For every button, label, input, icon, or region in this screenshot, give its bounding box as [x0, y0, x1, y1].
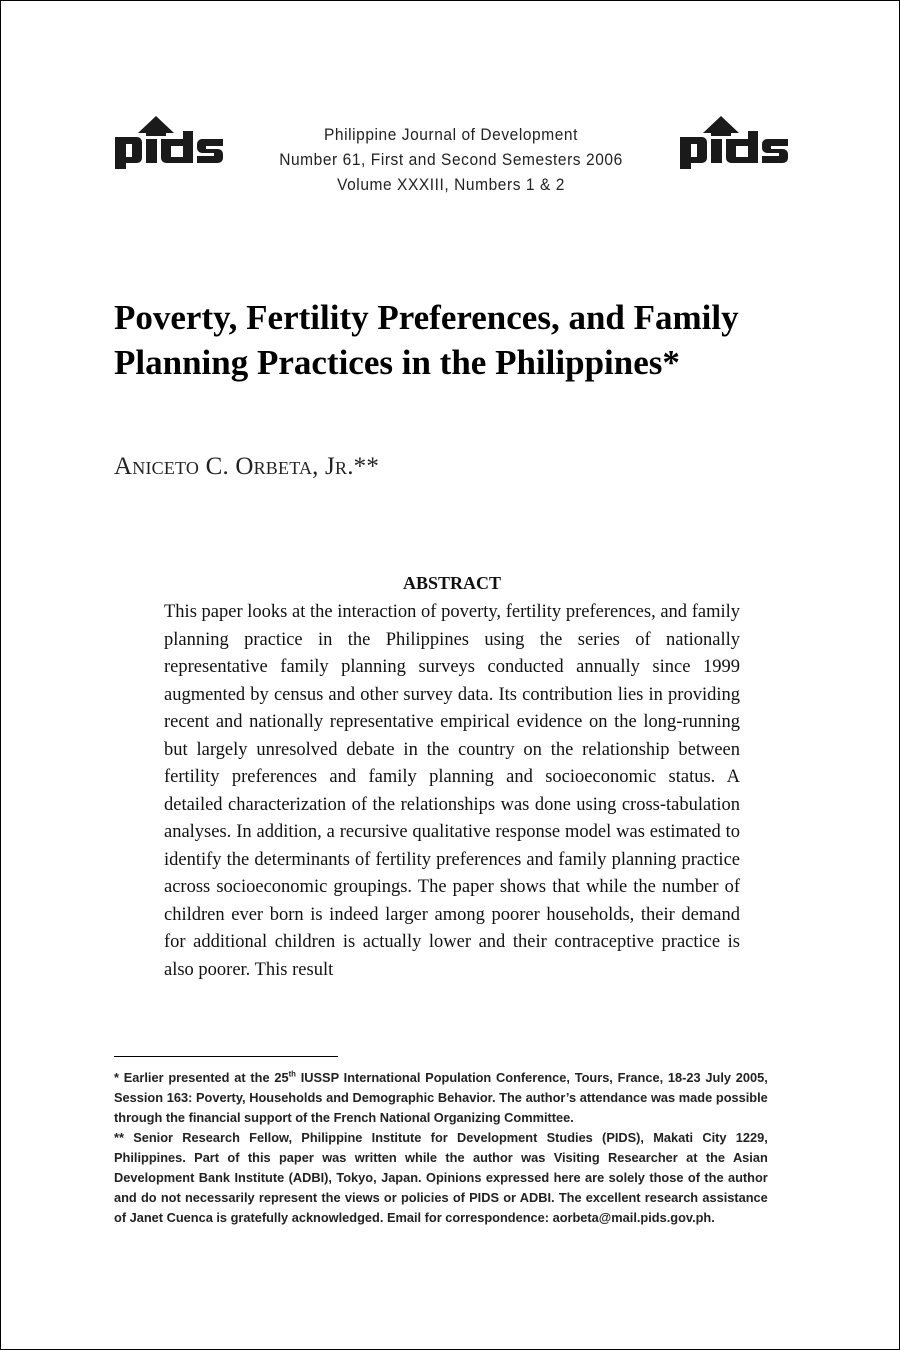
footnote-1-text-start: * Earlier presented at the 25	[114, 1070, 289, 1085]
journal-header	[244, 123, 658, 198]
article-title-line-2: Planning Practices in the Philippines*	[114, 343, 680, 382]
footnote-1-text-end: IUSSP International Population Conference, Tours, France, 18-23 July 2005, Session 163: Poverty, Households and Demographic Behavior. The author’s attendance was made possible through the financial support of the French National Organizing Committee.	[114, 1070, 768, 1125]
journal-issue: Number 61, First and Second Semesters 2006	[279, 151, 623, 169]
pids-logo-left	[113, 113, 225, 171]
pids-logo-icon	[678, 113, 790, 171]
author-name: Aniceto C. Orbeta, Jr.**	[114, 453, 380, 480]
footnote-1-superscript: th	[288, 1069, 296, 1079]
abstract-body: This paper looks at the interaction of poverty, fertility preferences, and family planning practice in the Philippines using the series of nationally representative family planning surveys conducted annually since 1999 augmented by census and other survey data. Its contribution lies in providing recent and nationally representative empirical evidence on the long-running but largely unresolved debate in the country on the relationship between fertility preferences and family planning and socioeconomic status. A detailed characterization of the relationships was done using cross-tabulation analyses. In addition, a recursive qualitative response model was estimated to identify the determinants of fertility preferences and family planning practice across socioeconomic groupings. The paper shows that while the number of children ever born is indeed larger among poorer households, their demand for additional children is actually lower and their contraceptive practice is also poorer. This result	[164, 602, 740, 980]
journal-name: Philippine Journal of Development	[323, 126, 578, 144]
article-title	[114, 295, 814, 385]
abstract-heading: ABSTRACT	[402, 573, 502, 593]
footnote-2: ** Senior Research Fellow, Philippine Institute for Development Studies (PIDS), Makati City 1229, Philippines. Part of this paper was written while the author was Visiting Researcher at the Asian Development Bank Institute (ADBI), Tokyo, Japan. Opinions expressed here are solely those of the author and do not necessarily represent the views or policies of PIDS or ADBI. The excellent research assistance of Janet Cuenca is gratefully acknowledged. Email for correspondence: aorbeta@mail.pids.gov.ph.	[114, 1130, 768, 1225]
article-title-line-1: Poverty, Fertility Preferences, and Family	[114, 298, 739, 337]
pids-logo-right	[678, 113, 790, 171]
footnote-1	[114, 1068, 768, 1128]
footnote-divider	[114, 1056, 338, 1057]
journal-volume: Volume XXXIII, Numbers 1 & 2	[337, 176, 565, 194]
pids-logo-icon	[113, 113, 225, 171]
footnotes	[114, 1068, 768, 1228]
